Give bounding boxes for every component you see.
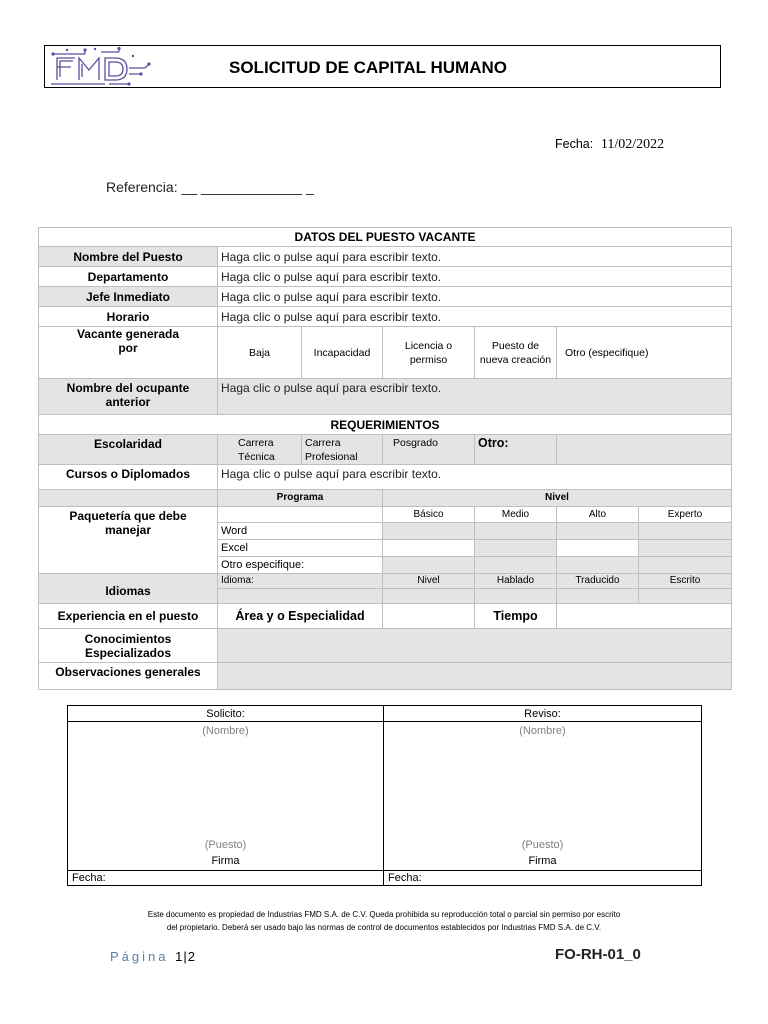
jefe-inmediato-label: Jefe Inmediato	[39, 287, 218, 307]
otro-medio-cell[interactable]	[475, 557, 557, 574]
ocupante-anterior-label: Nombre del ocupante anterior	[39, 379, 218, 415]
solicito-fecha[interactable]: Fecha:	[68, 871, 384, 886]
excel-alto-cell[interactable]	[557, 540, 639, 557]
area-especialidad-input[interactable]	[383, 604, 475, 629]
page-total: 2	[187, 949, 196, 964]
solicito-firma: Firma	[211, 855, 240, 867]
excel-basico-cell[interactable]	[383, 540, 475, 557]
cursos-input[interactable]: Haga clic o pulse aquí para escribir texto.	[218, 465, 732, 490]
ocupante-anterior-input[interactable]: Haga clic o pulse aquí para escribir texto.	[218, 379, 732, 415]
fecha-label: Fecha:	[555, 137, 594, 151]
nivel-basico: Básico	[383, 507, 475, 523]
escolaridad-posgrado[interactable]: Posgrado	[383, 435, 475, 465]
word-medio-cell[interactable]	[475, 523, 557, 540]
nivel-experto: Experto	[639, 507, 732, 523]
page-current: 1	[175, 949, 184, 964]
otro-alto-cell[interactable]	[557, 557, 639, 574]
nombre-puesto-input[interactable]: Haga clic o pulse aquí para escribir texto.	[218, 247, 732, 267]
paqueteria-header-spacer	[39, 490, 218, 507]
paqueteria-program-blank[interactable]	[218, 507, 383, 523]
document-title: SOLICITUD DE CAPITAL HUMANO	[229, 58, 507, 77]
reviso-header: Reviso:	[384, 706, 702, 722]
cursos-label: Cursos o Diplomados	[39, 465, 218, 490]
idioma-label: Idioma:	[218, 574, 383, 589]
idioma-hablado-header: Hablado	[475, 574, 557, 589]
solicito-signature-box[interactable]	[68, 722, 384, 871]
vacante-option-otro[interactable]: Otro (especifique)	[557, 327, 732, 379]
page-label: Página	[110, 949, 169, 964]
nombre-puesto-label: Nombre del Puesto	[39, 247, 218, 267]
fmd-logo-icon	[45, 46, 205, 87]
section-title-datos: DATOS DEL PUESTO VACANTE	[39, 228, 732, 247]
idioma-nivel-header: Nivel	[383, 574, 475, 589]
observaciones-input[interactable]	[218, 663, 732, 690]
vacante-option-incapacidad[interactable]: Incapacidad	[302, 327, 383, 379]
programa-word: Word	[218, 523, 383, 540]
departamento-input[interactable]: Haga clic o pulse aquí para escribir texto.	[218, 267, 732, 287]
programa-excel: Excel	[218, 540, 383, 557]
vacante-option-licencia[interactable]: Licencia o permiso	[383, 327, 475, 379]
footer-note	[100, 908, 668, 934]
horario-label: Horario	[39, 307, 218, 327]
idiomas-label: Idiomas	[39, 574, 218, 604]
fecha-row	[555, 136, 664, 153]
escolaridad-label: Escolaridad	[39, 435, 218, 465]
horario-input[interactable]: Haga clic o pulse aquí para escribir texto.	[218, 307, 732, 327]
paqueteria-label: Paquetería que debe manejar	[39, 507, 218, 574]
firmas-table	[67, 705, 702, 886]
experiencia-label: Experiencia en el puesto	[39, 604, 218, 629]
excel-medio-cell[interactable]	[475, 540, 557, 557]
idioma-traducido-header: Traducido	[557, 574, 639, 589]
document-header	[44, 45, 721, 88]
nivel-header: Nivel	[383, 490, 732, 507]
section-title-requerimientos: REQUERIMIENTOS	[39, 415, 732, 435]
idioma-hablado-cell[interactable]	[475, 589, 557, 604]
departamento-label: Departamento	[39, 267, 218, 287]
solicito-nombre: (Nombre)	[202, 725, 249, 737]
reviso-nombre: (Nombre)	[519, 725, 566, 737]
idioma-escrito-cell[interactable]	[639, 589, 732, 604]
page-separator: |	[183, 949, 188, 964]
escolaridad-otro-label: Otro:	[475, 435, 557, 465]
programa-header: Programa	[218, 490, 383, 507]
reviso-signature-box[interactable]	[384, 722, 702, 871]
fecha-value[interactable]: 11/02/2022	[600, 137, 665, 152]
vacante-generada-label: Vacante generada por	[39, 327, 218, 379]
nivel-medio: Medio	[475, 507, 557, 523]
word-basico-cell[interactable]	[383, 523, 475, 540]
programa-otro: Otro especifique:	[218, 557, 383, 574]
page-number	[110, 949, 196, 964]
fmd-logo	[45, 46, 205, 87]
solicito-header: Solicito:	[68, 706, 384, 722]
form-code: FO-RH-01_0	[555, 946, 641, 963]
idioma-traducido-cell[interactable]	[557, 589, 639, 604]
referencia-field[interactable]: Referencia: __ _____________ _	[106, 179, 314, 195]
datos-puesto-table	[38, 227, 732, 690]
idioma-nivel-cell[interactable]	[383, 589, 475, 604]
word-alto-cell[interactable]	[557, 523, 639, 540]
reviso-puesto: (Puesto)	[521, 839, 564, 851]
excel-experto-cell[interactable]	[639, 540, 732, 557]
escolaridad-carrera-tecnica[interactable]: Carrera Técnica	[218, 435, 302, 465]
footer-note-line2: del propietario. Deberá ser usado bajo las normas de control de documentos establecidos por Industrias FMD S.A. de C.V.	[166, 923, 602, 932]
word-experto-cell[interactable]	[639, 523, 732, 540]
solicito-puesto: (Puesto)	[204, 839, 247, 851]
jefe-inmediato-input[interactable]: Haga clic o pulse aquí para escribir texto.	[218, 287, 732, 307]
escolaridad-carrera-profesional[interactable]: Carrera Profesional	[302, 435, 383, 465]
reviso-firma: Firma	[528, 855, 557, 867]
otro-basico-cell[interactable]	[383, 557, 475, 574]
vacante-option-nueva-creacion[interactable]: Puesto de nueva creación	[475, 327, 557, 379]
conocimientos-label: Conocimientos Especializados	[39, 629, 218, 663]
area-especialidad-label: Área y o Especialidad	[218, 604, 383, 629]
tiempo-label: Tiempo	[475, 604, 557, 629]
conocimientos-input[interactable]	[218, 629, 732, 663]
footer-note-line1: Este documento es propiedad de Industrias FMD S.A. de C.V. Queda prohibida su reproducción total o parcial sin permiso por escrito	[147, 910, 621, 919]
observaciones-label: Observaciones generales	[39, 663, 218, 690]
otro-experto-cell[interactable]	[639, 557, 732, 574]
nivel-alto: Alto	[557, 507, 639, 523]
vacante-option-baja[interactable]: Baja	[218, 327, 302, 379]
tiempo-input[interactable]	[557, 604, 732, 629]
idioma-input[interactable]	[218, 589, 383, 604]
escolaridad-otro-input[interactable]	[557, 435, 732, 465]
idioma-escrito-header: Escrito	[639, 574, 732, 589]
reviso-fecha[interactable]: Fecha:	[384, 871, 702, 886]
